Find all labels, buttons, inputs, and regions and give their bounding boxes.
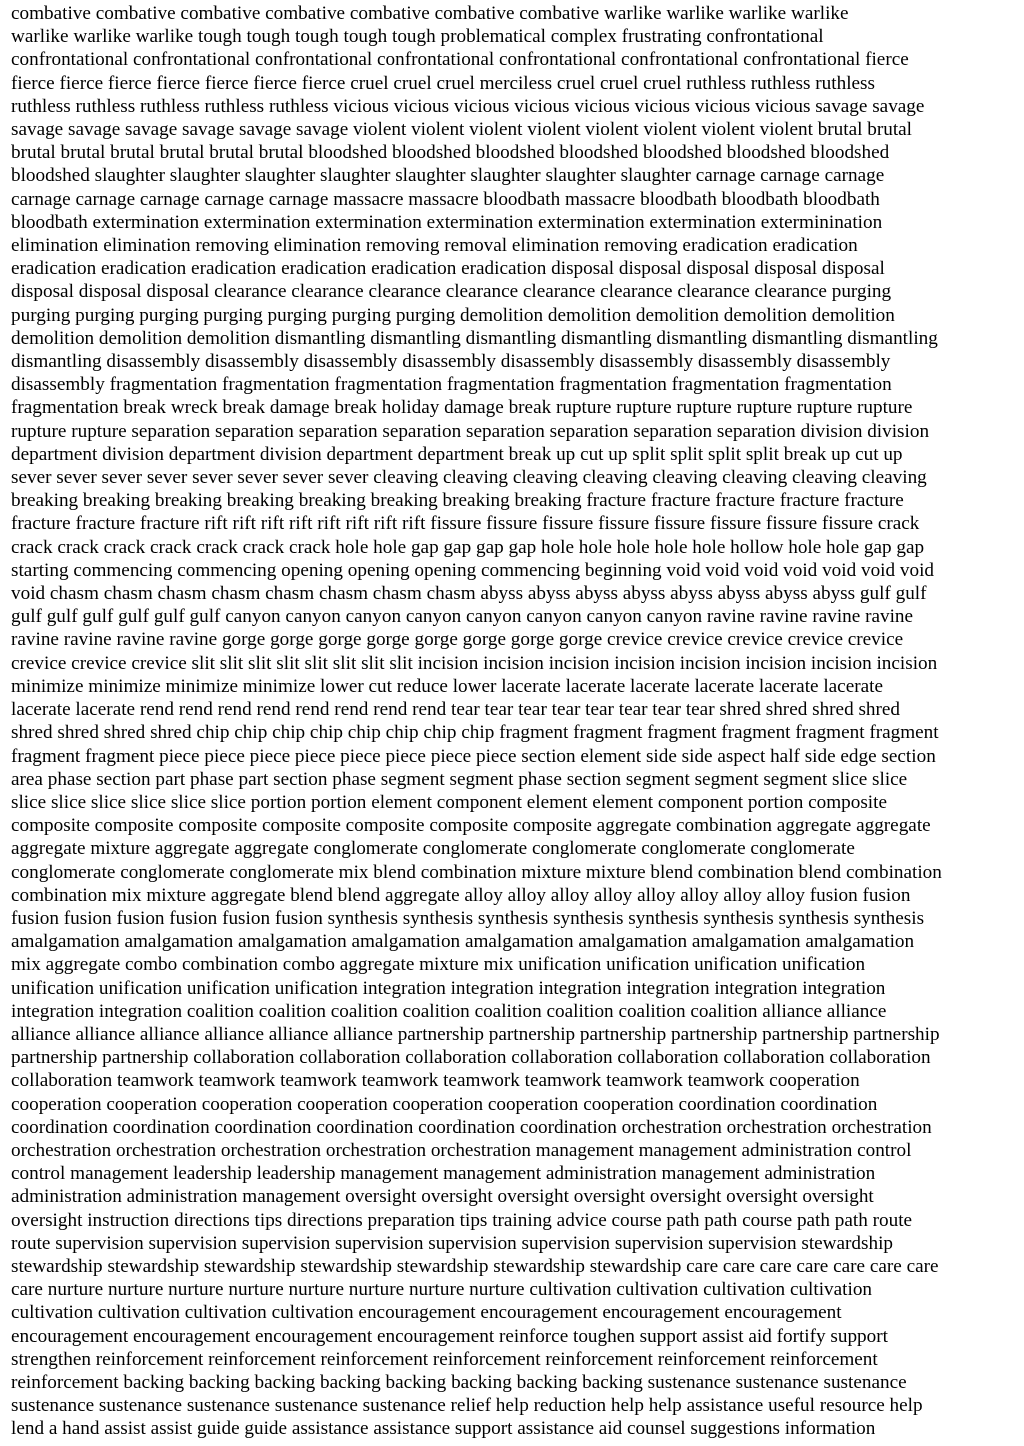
text-line: crack crack crack crack crack crack crack hole hole gap gap gap gap hole hole hole hole hole hollow hole hole gap gap (11, 536, 925, 558)
text-line: ruthless ruthless ruthless ruthless ruthless vicious vicious vicious vicious vicious vicious vicious vicious savage savage (11, 95, 925, 117)
text-line: aggregate mixture aggregate aggregate conglomerate conglomerate conglomerate conglomerate conglomerate (11, 838, 855, 860)
text-line: elimination elimination removing elimination removing removal elimination removing eradication eradication (11, 235, 858, 257)
text-line: confrontational confrontational confrontational confrontational confrontational confrontational confrontational fierce (11, 49, 909, 71)
text-line: ravine ravine ravine ravine gorge gorge gorge gorge gorge gorge gorge gorge crevice crevice crevice crevice crevice (11, 629, 904, 651)
text-line: lacerate lacerate rend rend rend rend rend rend rend rend tear tear tear tear tear tear tear tear shred shred shred shred (11, 699, 901, 721)
text-line: minimize minimize minimize minimize lower cut reduce lower lacerate lacerate lacerate lacerate lacerate lacerate (11, 675, 883, 697)
text-line: collaboration teamwork teamwork teamwork teamwork teamwork teamwork teamwork teamwork cooperation (11, 1070, 860, 1092)
text-line: void chasm chasm chasm chasm chasm chasm chasm chasm abyss abyss abyss abyss abyss abyss abyss abyss gulf gulf (11, 583, 927, 605)
text-line: breaking breaking breaking breaking breaking breaking breaking breaking fracture fracture fracture fracture fracture (11, 490, 904, 512)
text-line: disposal disposal disposal clearance clearance clearance clearance clearance clearance clearance clearance purging (11, 281, 892, 303)
text-line: sustenance sustenance sustenance sustenance sustenance relief help reduction help help assistance useful resource help (11, 1395, 923, 1417)
text-line: eradication eradication eradication eradication eradication eradication disposal disposal disposal disposal disposal (11, 258, 885, 280)
text-line: orchestration orchestration orchestration orchestration orchestration management management administration control (11, 1139, 912, 1161)
text-line: carnage carnage carnage carnage carnage massacre massacre bloodbath massacre bloodbath bloodbath bloodbath (11, 188, 880, 210)
text-line: cultivation cultivation cultivation cultivation encouragement encouragement encouragement encouragement (11, 1302, 842, 1324)
text-line: stewardship stewardship stewardship stewardship stewardship stewardship stewardship care care care care care care care (11, 1255, 939, 1277)
text-line: composite composite composite composite composite composite composite aggregate combination aggregate aggregate (11, 815, 931, 837)
text-line: fusion fusion fusion fusion fusion fusion synthesis synthesis synthesis synthesis synthesis synthesis synthesis synthesis (11, 907, 925, 929)
text-line: rupture rupture separation separation separation separation separation separation separation separation division division (11, 420, 930, 442)
text-line: department division department division department department break up cut up split split split split break up cut up (11, 443, 903, 465)
text-line: conglomerate conglomerate conglomerate mix blend combination mixture mixture blend combination blend combination (11, 861, 942, 883)
text-line: brutal brutal brutal brutal brutal brutal bloodshed bloodshed bloodshed bloodshed bloodshed bloodshed bloodshed (11, 142, 890, 164)
text-line: slice slice slice slice slice slice portion portion element component element element component portion composite (11, 791, 887, 813)
text-line: gulf gulf gulf gulf gulf gulf canyon canyon canyon canyon canyon canyon canyon canyon ravine ravine ravine ravine (11, 606, 914, 628)
text-line: demolition demolition demolition dismantling dismantling dismantling dismantling dismantling dismantling dismantling (11, 327, 938, 349)
text-line: encouragement encouragement encouragement encouragement reinforce toughen support assist aid fortify support (11, 1325, 888, 1347)
text-line: area phase section part phase part section phase segment segment phase section segment segment segment slice slice (11, 768, 908, 790)
text-line: fierce fierce fierce fierce fierce fierce fierce cruel cruel cruel merciless cruel cruel cruel ruthless ruthless ruthless (11, 72, 875, 94)
text-line: control management leadership leadership management management administration management administration (11, 1163, 876, 1185)
text-line: mix aggregate combo combination combo aggregate mixture mix unification unification unification unification (11, 954, 866, 976)
text-line: purging purging purging purging purging purging purging demolition demolition demolition demolition demolition (11, 304, 895, 326)
text-line: partnership partnership collaboration collaboration collaboration collaboration collaboration collaboration collaboration (11, 1047, 931, 1069)
text-line: combination mix mixture aggregate blend blend aggregate alloy alloy alloy alloy alloy alloy alloy alloy fusion fusion (11, 884, 911, 906)
text-line: care nurture nurture nurture nurture nurture nurture nurture nurture cultivation cultivation cultivation cultivation (11, 1279, 873, 1301)
text-line: integration integration coalition coalition coalition coalition coalition coalition coalition coalition alliance alliance (11, 1000, 887, 1022)
text-line: starting commencing commencing opening opening opening commencing beginning void void void void void void void (11, 559, 934, 581)
text-line: disassembly fragmentation fragmentation fragmentation fragmentation fragmentation fragmentation fragmentation (11, 374, 892, 396)
document-body-text (11, 2, 1014, 1441)
text-line: unification unification unification unification integration integration integration integration integration integration (11, 977, 886, 999)
text-line: bloodbath extermination extermination extermination extermination extermination extermination exterminination (11, 211, 883, 233)
text-line: fragmentation break wreck break damage break holiday damage break rupture rupture rupture rupture rupture rupture (11, 397, 913, 419)
text-line: route supervision supervision supervision supervision supervision supervision supervision supervision stewardship (11, 1232, 894, 1254)
text-line: savage savage savage savage savage savage violent violent violent violent violent violent violent violent brutal brutal (11, 119, 913, 141)
text-line: shred shred shred shred chip chip chip chip chip chip chip chip fragment fragment fragment fragment fragment fragment (11, 722, 939, 744)
text-line: strengthen reinforcement reinforcement reinforcement reinforcement reinforcement reinforcement reinforcement (11, 1348, 878, 1370)
text-line: alliance alliance alliance alliance alliance alliance partnership partnership partnership partnership partnership partnership (11, 1023, 940, 1045)
text-line: bloodshed slaughter slaughter slaughter slaughter slaughter slaughter slaughter slaughter carnage carnage carnage (11, 165, 885, 187)
text-line: combative combative combative combative combative combative combative warlike warlike warlike warlike (11, 3, 849, 24)
text-line: coordination coordination coordination coordination coordination coordination orchestration orchestration orchestration (11, 1116, 932, 1138)
text-line: cooperation cooperation cooperation cooperation cooperation cooperation cooperation coordination coordination (11, 1093, 878, 1115)
text-line: oversight instruction directions tips directions preparation tips training advice course path path course path path route (11, 1209, 913, 1231)
text-line: warlike warlike warlike tough tough tough tough tough problematical complex frustrating confrontational (11, 26, 824, 48)
text-line: lend a hand assist assist guide guide assistance assistance support assistance aid counsel suggestions information (11, 1418, 876, 1440)
text-line: fragment fragment piece piece piece piece piece piece piece piece section element side side aspect half side edge section (11, 745, 936, 767)
text-line: reinforcement backing backing backing backing backing backing backing backing sustenance sustenance sustenance (11, 1371, 907, 1393)
text-line: fracture fracture fracture rift rift rift rift rift rift rift rift fissure fissure fissure fissure fissure fissure fissure fissure crack (11, 513, 920, 535)
text-line: sever sever sever sever sever sever sever sever cleaving cleaving cleaving cleaving cleaving cleaving cleaving cleaving (11, 467, 927, 489)
text-line: administration administration management oversight oversight oversight oversight oversight oversight oversight (11, 1186, 874, 1208)
text-line: amalgamation amalgamation amalgamation amalgamation amalgamation amalgamation amalgamation amalgamation (11, 931, 915, 953)
text-line: crevice crevice crevice slit slit slit slit slit slit slit slit incision incision incision incision incision incision incision incision (11, 652, 938, 674)
text-line: dismantling disassembly disassembly disassembly disassembly disassembly disassembly disassembly disassembly (11, 351, 891, 373)
